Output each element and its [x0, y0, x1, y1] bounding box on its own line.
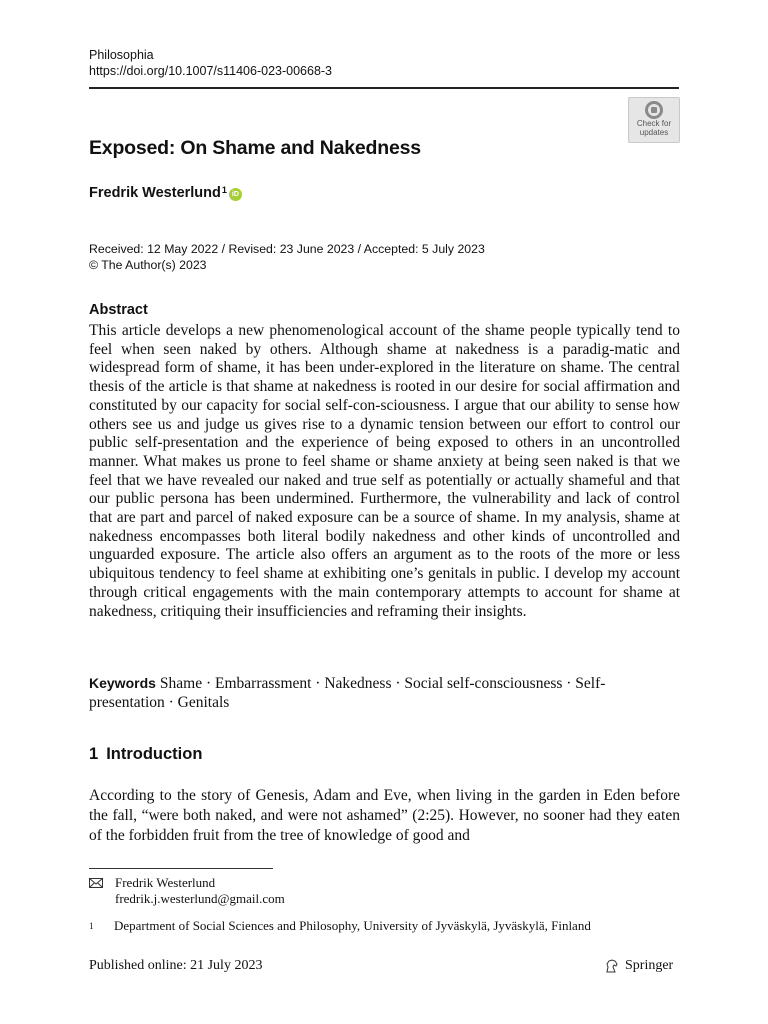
- springer-horse-icon: [604, 958, 620, 974]
- journal-header: [89, 47, 332, 79]
- keywords: [89, 674, 680, 712]
- journal-name: Philosophia: [89, 48, 154, 62]
- publisher-name: Springer: [625, 958, 674, 973]
- keywords-list: Shame · Embarrassment · Nakedness · Social self-consciousness · Self-presentation · Genitals: [89, 675, 606, 711]
- history-dates: Received: 12 May 2022 / Revised: 23 June 2023 / Accepted: 5 July 2023: [89, 242, 485, 256]
- abstract-heading: Abstract: [89, 302, 148, 318]
- check-updates-label: Check for updates: [636, 119, 672, 137]
- orcid-icon[interactable]: iD: [229, 188, 242, 201]
- publisher-logo: [604, 958, 673, 974]
- affiliation-number: 1: [89, 921, 94, 931]
- footnote-rule: [89, 868, 273, 869]
- article-dates: [89, 241, 485, 273]
- author-line: [89, 185, 242, 201]
- copyright: © The Author(s) 2023: [89, 258, 207, 272]
- author-affiliation-mark: 1: [221, 185, 227, 195]
- article-title: Exposed: On Shame and Nakedness: [89, 137, 421, 159]
- section-number: 1: [89, 745, 99, 763]
- keywords-label: Keywords: [89, 675, 156, 691]
- contact-name: Fredrik Westerlund: [115, 875, 216, 890]
- check-updates-icon: [645, 101, 663, 119]
- contact-footnote: [89, 875, 680, 907]
- header-rule: [89, 87, 679, 89]
- contact-email[interactable]: fredrik.j.westerlund@gmail.com: [115, 891, 285, 906]
- published-online: Published online: 21 July 2023: [89, 958, 263, 973]
- envelope-icon: [89, 878, 103, 888]
- affiliation-text: Department of Social Sciences and Philosophy, University of Jyväskylä, Jyväskylä, Finland: [114, 918, 591, 933]
- affiliation-footnote: [89, 918, 591, 934]
- author-name: Fredrik Westerlund: [89, 185, 221, 201]
- doi-link[interactable]: https://doi.org/10.1007/s11406-023-00668-3: [89, 64, 333, 78]
- section-heading: [89, 745, 202, 764]
- section-title: Introduction: [106, 745, 203, 763]
- check-for-updates-badge[interactable]: [628, 97, 680, 143]
- abstract-body: This article develops a new phenomenological account of the shame people typically tend to feel when seen naked by others. Although shame at nakedness is a paradig-matic and widespread form of shame, it has been under-explored in the literature on shame. The central thesis of the article is that shame at nakedness is rooted in our desire for social affirmation and constituted by our capacity for social self-con-sciousness. I argue that our ability to sense how others see us and judge us gives rise to a dynamic tension between our effort to control our public self-presentation and the experience of being exposed to others in an uncontrolled manner. What makes us prone to feel shame or shame anxiety at being seen naked is that we feel that we have revealed our naked and true self as potentially or actually shameful and that our public persona has been undermined. Furthermore, the vulnerability and lack of control that are part and parcel of naked exposure can be a source of shame. In my analysis, shame at nakedness encompasses both literal bodily nakedness and other kinds of uncontrolled and unguarded exposure. The article also offers an argument as to the roots of the more or less ubiquitous tendency to feel shame at exhibiting one’s genitals in public. I develop my account through critical engagements with the main contemporary attempts to account for shame at nakedness, critiquing their insufficiencies and reframing their insights.: [89, 322, 680, 620]
- introduction-body: According to the story of Genesis, Adam and Eve, when living in the garden in Eden before the fall, “were both naked, and were not ashamed” (2:25). However, no sooner had they eaten of the forbidden fruit from the tree of knowledge of good and: [89, 787, 680, 844]
